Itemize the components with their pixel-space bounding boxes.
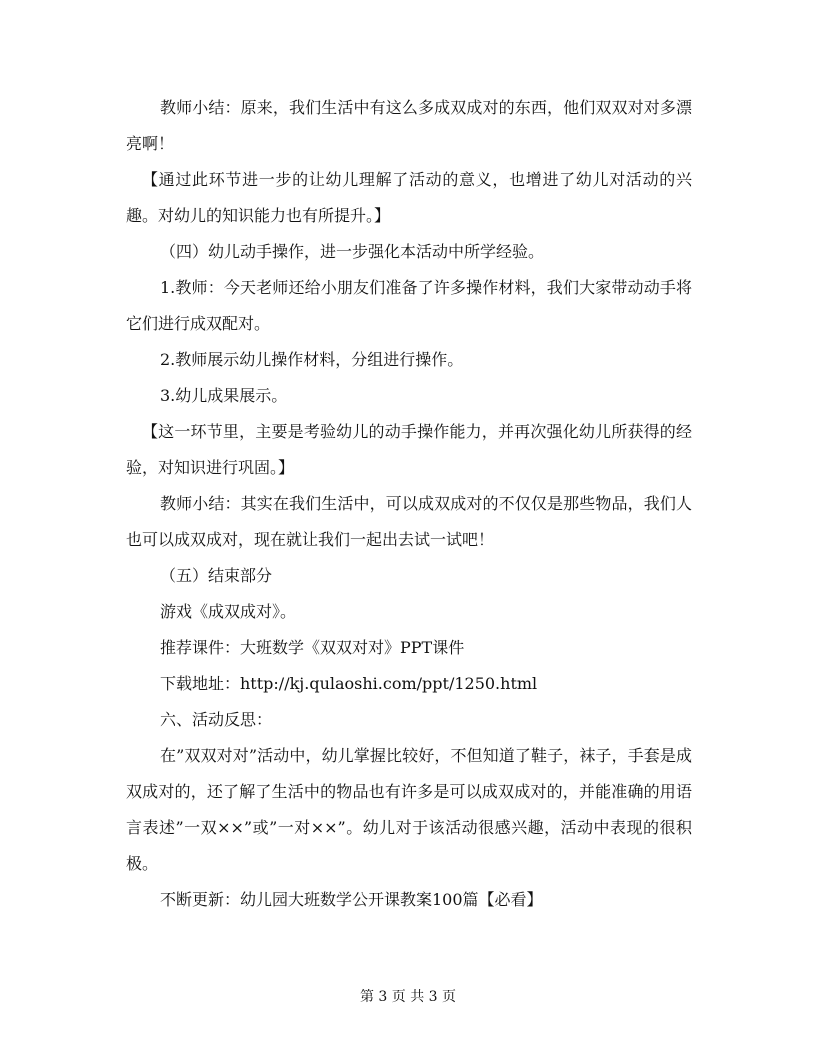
paragraph-step-1: 1.教师：今天老师还给小朋友们准备了许多操作材料，我们大家带动动手将它们进行成双配对。	[126, 278, 692, 333]
paragraph-download-address: 下载地址：http://kj.qulaoshi.com/ppt/1250.html	[160, 674, 538, 693]
paragraph-teacher-summary-1: 教师小结：原来，我们生活中有这么多成双成对的东西，他们双双对对多漂亮啊！	[126, 98, 692, 153]
paragraph-section-6-heading: 六、活动反思：	[160, 710, 273, 729]
document-body	[126, 90, 692, 918]
paragraph-step-2: 2.教师展示幼儿操作材料，分组进行操作。	[160, 350, 464, 369]
paragraph-section-4-heading: （四）幼儿动手操作，进一步强化本活动中所学经验。	[160, 242, 545, 261]
paragraph-reflection: 在”双双对对”活动中，幼儿掌握比较好，不但知道了鞋子，袜子，手套是成双成对的，还了解了生活中的物品也有许多是可以成双成对的，并能准确的用语言表述”一双××”或”一对××”。幼儿对于该活动很感兴趣，活动中表现的很积极。	[126, 746, 692, 873]
paragraph-note-2: 【这一环节里，主要是考验幼儿的动手操作能力，并再次强化幼儿所获得的经验，对知识进行巩固。】	[126, 422, 692, 477]
paragraph-note-1: 【通过此环节进一步的让幼儿理解了活动的意义，也增进了幼儿对活动的兴趣。对幼儿的知识能力也有所提升。】	[126, 170, 692, 225]
paragraph-step-3: 3.幼儿成果展示。	[160, 386, 288, 405]
paragraph-recommended-courseware: 推荐课件：大班数学《双双对对》PPT课件	[160, 638, 465, 657]
paragraph-game: 游戏《成双成对》。	[160, 602, 297, 621]
paragraph-teacher-summary-2: 教师小结：其实在我们生活中，可以成双成对的不仅仅是那些物品，我们人也可以成双成对，现在就让我们一起出去试一试吧！	[126, 494, 692, 549]
paragraph-updates: 不断更新：幼儿园大班数学公开课教案100篇【必看】	[160, 890, 543, 909]
page-footer: 第 3 页 共 3 页	[359, 989, 457, 1005]
paragraph-section-5-heading: （五）结束部分	[160, 566, 273, 585]
